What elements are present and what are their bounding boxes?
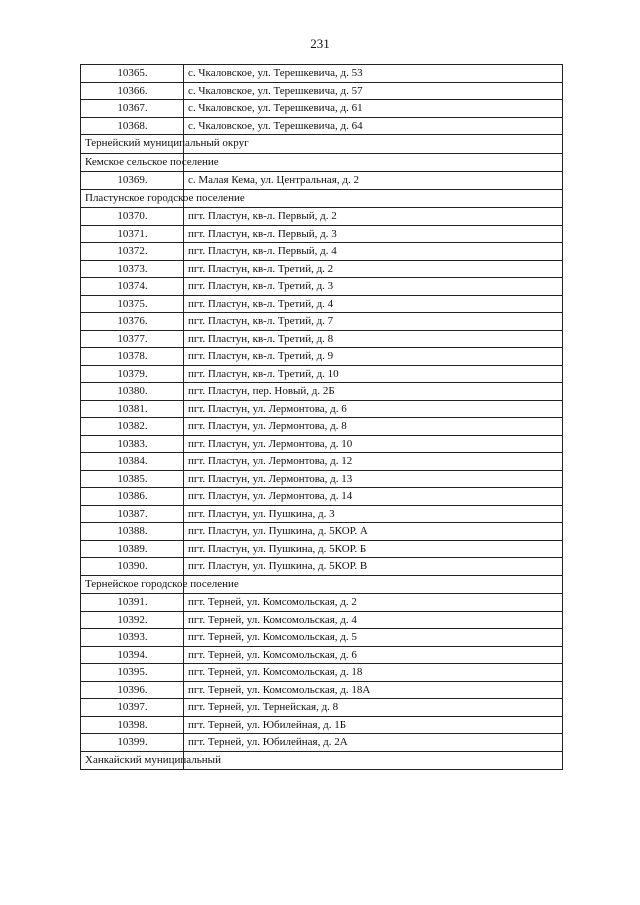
table-row <box>81 295 563 313</box>
address-cell: пгт. Пластун, ул. Лермонтова, д. 14 <box>184 488 563 506</box>
address-cell: пгт. Пластун, ул. Пушкина, д. 3 <box>184 505 563 523</box>
table-row <box>81 681 563 699</box>
table-row <box>81 400 563 418</box>
row-number: 10387. <box>81 505 184 523</box>
row-number: 10384. <box>81 453 184 471</box>
row-number: 10375. <box>81 295 184 313</box>
row-number: 10394. <box>81 646 184 664</box>
row-number: 10377. <box>81 330 184 348</box>
table-row <box>81 734 563 752</box>
table-row <box>81 664 563 682</box>
address-cell: пгт. Пластун, кв-л. Первый, д. 2 <box>184 208 563 226</box>
empty-cell <box>184 153 563 172</box>
address-cell: пгт. Пластун, ул. Пушкина, д. 5КОР. В <box>184 558 563 576</box>
address-table-body <box>81 65 563 770</box>
table-row <box>81 418 563 436</box>
table-row <box>81 65 563 83</box>
section-title: Пластунское городское поселение <box>81 189 184 208</box>
row-number: 10389. <box>81 540 184 558</box>
address-cell: пгт. Пластун, пер. Новый, д. 2Б <box>184 383 563 401</box>
row-number: 10393. <box>81 629 184 647</box>
table-row <box>81 540 563 558</box>
section-row <box>81 135 563 154</box>
address-cell: с. Чкаловское, ул. Терешкевича, д. 53 <box>184 65 563 83</box>
table-row <box>81 716 563 734</box>
table-row <box>81 523 563 541</box>
table-row <box>81 82 563 100</box>
row-number: 10368. <box>81 117 184 135</box>
table-row <box>81 172 563 190</box>
row-number: 10383. <box>81 435 184 453</box>
section-row <box>81 153 563 172</box>
address-cell: пгт. Терней, ул. Комсомольская, д. 18А <box>184 681 563 699</box>
address-cell: пгт. Пластун, кв-л. Третий, д. 3 <box>184 278 563 296</box>
section-row <box>81 751 563 770</box>
address-cell: пгт. Пластун, кв-л. Третий, д. 8 <box>184 330 563 348</box>
table-row <box>81 208 563 226</box>
address-cell: пгт. Пластун, кв-л. Третий, д. 7 <box>184 313 563 331</box>
section-title: Тернейское городское поселение <box>81 575 184 594</box>
row-number: 10381. <box>81 400 184 418</box>
row-number: 10395. <box>81 664 184 682</box>
table-row <box>81 260 563 278</box>
address-cell: пгт. Пластун, ул. Лермонтова, д. 12 <box>184 453 563 471</box>
row-number: 10366. <box>81 82 184 100</box>
address-cell: пгт. Пластун, кв-л. Третий, д. 2 <box>184 260 563 278</box>
row-number: 10388. <box>81 523 184 541</box>
row-number: 10382. <box>81 418 184 436</box>
address-cell: пгт. Пластун, ул. Лермонтова, д. 13 <box>184 470 563 488</box>
row-number: 10365. <box>81 65 184 83</box>
address-cell: пгт. Терней, ул. Комсомольская, д. 6 <box>184 646 563 664</box>
address-cell: пгт. Пластун, кв-л. Третий, д. 9 <box>184 348 563 366</box>
table-row <box>81 558 563 576</box>
row-number: 10397. <box>81 699 184 717</box>
table-row <box>81 348 563 366</box>
table-row <box>81 629 563 647</box>
address-cell: пгт. Пластун, кв-л. Третий, д. 4 <box>184 295 563 313</box>
row-number: 10392. <box>81 611 184 629</box>
table-row <box>81 505 563 523</box>
address-cell: с. Чкаловское, ул. Терешкевича, д. 64 <box>184 117 563 135</box>
address-cell: пгт. Пластун, кв-л. Третий, д. 10 <box>184 365 563 383</box>
row-number: 10378. <box>81 348 184 366</box>
address-cell: пгт. Пластун, ул. Лермонтова, д. 8 <box>184 418 563 436</box>
table-row <box>81 699 563 717</box>
address-cell: пгт. Пластун, ул. Лермонтова, д. 10 <box>184 435 563 453</box>
section-title: Тернейский муниципальный округ <box>81 135 184 154</box>
address-cell: пгт. Пластун, ул. Пушкина, д. 5КОР. Б <box>184 540 563 558</box>
row-number: 10370. <box>81 208 184 226</box>
address-cell: пгт. Пластун, ул. Пушкина, д. 5КОР. А <box>184 523 563 541</box>
address-cell: с. Чкаловское, ул. Терешкевича, д. 57 <box>184 82 563 100</box>
table-row <box>81 435 563 453</box>
row-number: 10371. <box>81 225 184 243</box>
row-number: 10386. <box>81 488 184 506</box>
table-row <box>81 313 563 331</box>
table-row <box>81 365 563 383</box>
address-cell: пгт. Пластун, ул. Лермонтова, д. 6 <box>184 400 563 418</box>
address-cell: пгт. Терней, ул. Тернейская, д. 8 <box>184 699 563 717</box>
row-number: 10398. <box>81 716 184 734</box>
row-number: 10385. <box>81 470 184 488</box>
address-cell: пгт. Терней, ул. Комсомольская, д. 2 <box>184 594 563 612</box>
section-row <box>81 189 563 208</box>
address-cell: пгт. Терней, ул. Юбилейная, д. 1Б <box>184 716 563 734</box>
table-row <box>81 646 563 664</box>
table-row <box>81 225 563 243</box>
address-cell: пгт. Пластун, кв-л. Первый, д. 3 <box>184 225 563 243</box>
row-number: 10374. <box>81 278 184 296</box>
row-number: 10396. <box>81 681 184 699</box>
table-row <box>81 453 563 471</box>
table-row <box>81 117 563 135</box>
table-row <box>81 611 563 629</box>
row-number: 10376. <box>81 313 184 331</box>
address-table <box>80 64 563 770</box>
row-number: 10372. <box>81 243 184 261</box>
table-row <box>81 488 563 506</box>
address-cell: пгт. Терней, ул. Юбилейная, д. 2А <box>184 734 563 752</box>
table-row <box>81 383 563 401</box>
row-number: 10391. <box>81 594 184 612</box>
address-cell: пгт. Терней, ул. Комсомольская, д. 5 <box>184 629 563 647</box>
row-number: 10390. <box>81 558 184 576</box>
table-row <box>81 100 563 118</box>
address-cell: пгт. Терней, ул. Комсомольская, д. 4 <box>184 611 563 629</box>
page-number: 231 <box>310 36 330 51</box>
row-number: 10369. <box>81 172 184 190</box>
table-row <box>81 243 563 261</box>
row-number: 10367. <box>81 100 184 118</box>
row-number: 10379. <box>81 365 184 383</box>
row-number: 10380. <box>81 383 184 401</box>
table-row <box>81 470 563 488</box>
address-cell: пгт. Терней, ул. Комсомольская, д. 18 <box>184 664 563 682</box>
section-title: Ханкайский муниципальный <box>81 751 184 770</box>
section-title: Кемское сельское поселение <box>81 153 184 172</box>
table-row <box>81 330 563 348</box>
address-cell: с. Малая Кема, ул. Центральная, д. 2 <box>184 172 563 190</box>
address-cell: пгт. Пластун, кв-л. Первый, д. 4 <box>184 243 563 261</box>
empty-cell <box>184 575 563 594</box>
empty-cell <box>184 751 563 770</box>
section-row <box>81 575 563 594</box>
table-row <box>81 594 563 612</box>
address-cell: с. Чкаловское, ул. Терешкевича, д. 61 <box>184 100 563 118</box>
row-number: 10399. <box>81 734 184 752</box>
table-row <box>81 278 563 296</box>
row-number: 10373. <box>81 260 184 278</box>
